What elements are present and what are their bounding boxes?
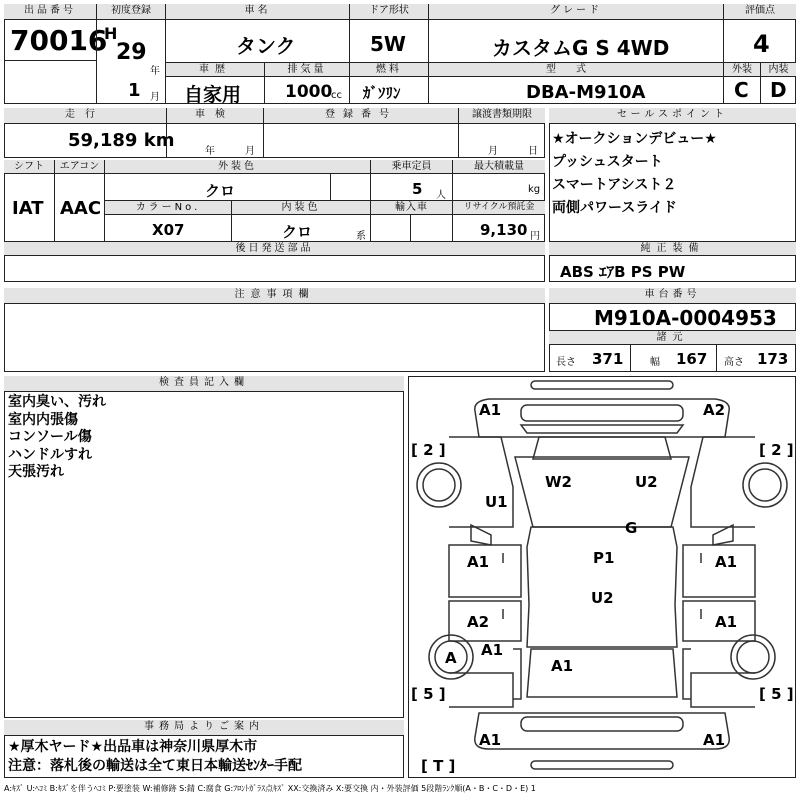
int-color-label: 内装色 (232, 201, 370, 215)
office-notice-line: 注意：落札後の輸送は全て東日本輸送ｾﾝﾀｰ手配 (8, 758, 302, 774)
diagram-mark: A (445, 649, 457, 667)
transfer-month-unit: 月 (488, 146, 498, 157)
transfer-day-unit: 日 (528, 146, 538, 157)
first-reg-label: 初度登録 (97, 4, 165, 20)
genuine-label: 純正装備 (549, 242, 796, 256)
grade-value: カスタムG S 4WD (492, 36, 670, 60)
diagram-mark: A2 (467, 613, 490, 631)
fuel-label: 燃料 (350, 63, 428, 77)
max-load-label: 最大積載量 (453, 160, 545, 174)
inspector-comments (8, 394, 106, 482)
sales-points-label: セールスポイント (549, 108, 796, 124)
diagram-mark: U2 (591, 589, 614, 607)
lot-number: 70016 (10, 24, 108, 57)
damage-diagram (408, 376, 796, 778)
door-type: 5W (370, 32, 406, 56)
displacement-value: 1000 (285, 82, 333, 102)
inspection-year-unit: 年 (205, 146, 215, 157)
ext-score-label: 外装 (724, 63, 760, 77)
diagram-mark: W2 (545, 473, 572, 491)
notes-label: 注意事項欄 (4, 288, 545, 304)
int-color-unit: 系 (356, 231, 366, 242)
chassis-value: M910A-0004953 (594, 306, 777, 330)
inspector-comment-line: ハンドルすれ (8, 446, 92, 463)
import-label: 輸入車 (371, 201, 452, 215)
recycle-label: リサイクル預託金 (453, 201, 545, 215)
inspector-comment-line: 室内内張傷 (8, 411, 78, 428)
diagram-mark: [ 2 ] (411, 441, 446, 459)
recycle-unit: 円 (530, 231, 540, 242)
capacity-unit: 人 (436, 190, 446, 201)
diagram-mark: G (625, 519, 638, 537)
inspector-comment-line: 天張汚れ (8, 464, 64, 480)
color-no-label: カラーNo. (105, 201, 231, 215)
chassis-label: 車台番号 (549, 288, 796, 304)
sales-point-item: ★オークションデビュー★ (552, 131, 717, 147)
era-letter: H (104, 24, 118, 43)
ext-score: C (734, 78, 749, 102)
office-label: 事務局よりご案内 (4, 720, 404, 736)
sales-point-item: スマートアシスト２ (552, 177, 677, 193)
office-notice-line: ★厚木ヤード★出品車は神奈川県厚木市 (8, 739, 258, 755)
ext-color-value: クロ (205, 182, 236, 200)
score-label: 評価点 (724, 4, 796, 20)
overall-score: 4 (753, 30, 770, 58)
first-reg-month: 1 (128, 80, 141, 101)
shift-value: IAT (12, 198, 44, 219)
mileage-label: 走行 (4, 108, 166, 124)
color-no-value: X07 (152, 221, 185, 239)
sales-points-list (552, 128, 717, 220)
aircon-label: エアコン (54, 160, 104, 174)
displacement-label: 排気量 (265, 63, 349, 77)
specs-label: 諸元 (549, 330, 796, 345)
sales-point-item: 両側パワースライド (552, 200, 677, 216)
diagram-mark: A1 (551, 657, 574, 675)
inspector-comment-line: 室内臭い、汚れ (8, 394, 106, 410)
grade-label: グレード (429, 4, 723, 20)
diagram-mark: A1 (703, 731, 726, 749)
car-name: タンク (236, 34, 296, 58)
max-load-unit: kg (528, 184, 541, 195)
door-label: ドア形状 (350, 4, 428, 20)
height-label: 高さ (724, 357, 744, 368)
diagram-mark: A1 (715, 553, 738, 571)
first-reg-year: 29 (116, 40, 147, 65)
transfer-label: 譲渡書類期限 (459, 108, 545, 124)
diagram-mark: A1 (467, 553, 490, 571)
capacity-value: 5 (412, 180, 423, 198)
legend-text: A:ｷｽﾞ U:ﾍｺﾐ B:ｷｽﾞを伴うﾍｺﾐ P:要塗装 W:補修跡 S:錆 C:腐食 G:ﾌﾛﾝﾄｶﾞﾗｽ点ｷｽﾞ XX:交換済み X:要交換 内・外装評価 5段階ﾗﾝｸ順(A・B・C・D・E) 1 (4, 784, 536, 793)
height-value: 173 (757, 350, 789, 368)
diagram-mark: A2 (703, 401, 726, 419)
office-notice (8, 738, 302, 776)
width-label: 幅 (650, 357, 660, 368)
int-color-value: クロ (282, 223, 313, 241)
width-value: 167 (676, 350, 708, 368)
inspector-comment-line: コンソール傷 (8, 429, 92, 445)
inspection-label: 車検 (167, 108, 263, 124)
diagram-mark: A1 (481, 641, 504, 659)
model-value: DBA-M910A (526, 82, 646, 103)
diagram-mark: [ 2 ] (759, 441, 794, 459)
later-parts-label: 後日発送部品 (4, 242, 545, 256)
displacement-unit: cc (331, 90, 342, 101)
diagram-mark: [ 5 ] (759, 685, 794, 703)
ext-color-label: 外装色 (105, 160, 370, 174)
history-value: 自家用 (184, 84, 242, 106)
diagram-mark: P1 (593, 549, 615, 567)
length-label: 長さ (556, 357, 576, 368)
history-label: 車歴 (166, 63, 264, 77)
reg-no-label: 登録番号 (264, 108, 458, 124)
car-name-label: 車名 (166, 4, 349, 20)
lot-label: 出品番号 (4, 4, 96, 20)
recycle-value: 9,130 (480, 221, 528, 239)
inspection-month-unit: 月 (245, 146, 255, 157)
capacity-label: 乗車定員 (371, 160, 452, 174)
sales-point-item: プッシュスタート (552, 154, 663, 170)
aircon-value: AAC (60, 198, 102, 219)
diagram-mark: A1 (479, 731, 502, 749)
diagram-mark: U2 (635, 473, 658, 491)
year-unit: 年 (150, 66, 160, 77)
diagram-mark: A1 (715, 613, 738, 631)
diagram-mark: A1 (479, 401, 502, 419)
model-label: 型式 (429, 63, 723, 77)
fuel-value: ｶﾞｿﾘﾝ (363, 84, 401, 102)
genuine-value: ABS ｴｱB PS PW (560, 263, 686, 281)
shift-label: シフト (4, 160, 54, 174)
diagram-mark: [ 5 ] (411, 685, 446, 703)
diagram-mark: [ T ] (421, 757, 456, 775)
int-score: D (770, 78, 787, 102)
mileage-value: 59,189 km (68, 130, 175, 151)
int-score-label: 内装 (760, 63, 796, 77)
inspector-label: 検査員記入欄 (4, 376, 404, 392)
diagram-mark: U1 (485, 493, 508, 511)
month-unit: 月 (150, 92, 160, 103)
length-value: 371 (592, 350, 624, 368)
